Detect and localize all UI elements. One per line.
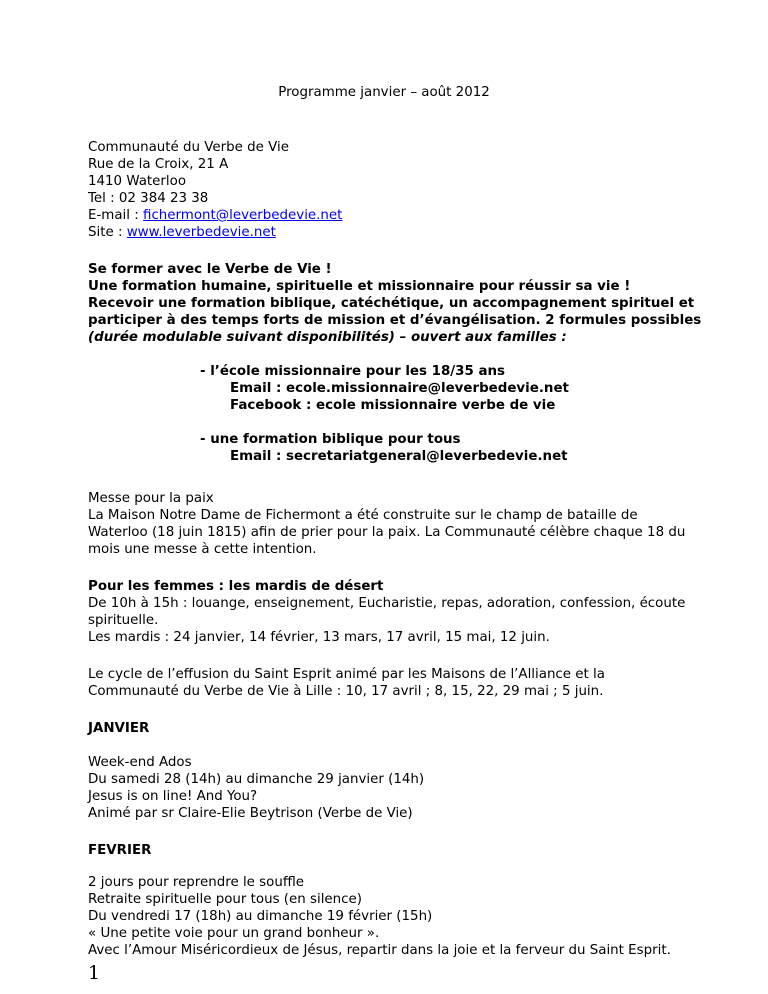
janvier-heading: JANVIER	[88, 721, 150, 736]
contact-email-line	[88, 207, 342, 224]
formation-option: - l’école missionnaire pour les 18/35 ans	[200, 364, 506, 379]
effusion-line: Communauté du Verbe de Vie à Lille : 10, 17 avril ; 8, 15, 22, 29 mai ; 5 juin.	[88, 684, 604, 699]
femmes-heading: Pour les femmes : les mardis de désert	[88, 579, 384, 594]
messe-line: Waterloo (18 juin 1815) afin de prier pour la paix. La Communauté célèbre chaque 18 du	[88, 525, 686, 540]
formation-line: Une formation humaine, spirituelle et missionnaire pour réussir sa vie !	[88, 279, 631, 294]
femmes-line: spirituelle.	[88, 613, 159, 628]
contact-street: Rue de la Croix, 21 A	[88, 157, 229, 172]
fevrier-line: « Une petite voie pour un grand bonheur ».	[88, 926, 380, 941]
site-label: Site :	[88, 225, 127, 240]
contact-site-line	[88, 224, 276, 241]
fevrier-line: Du vendredi 17 (18h) au dimanche 19 février (15h)	[88, 909, 433, 924]
formation-line: participer à des temps forts de mission et d’évangélisation. 2 formules possibles	[88, 313, 702, 328]
email-link[interactable]: fichermont@leverbedevie.net	[143, 208, 343, 223]
contact-city: 1410 Waterloo	[88, 174, 187, 189]
contact-tel: Tel : 02 384 23 38	[88, 191, 209, 206]
fevrier-line: Avec l’Amour Miséricordieux de Jésus, repartir dans la joie et la ferveur du Saint Esprit.	[88, 943, 671, 958]
fevrier-line: Retraite spirituelle pour tous (en silence)	[88, 892, 362, 907]
contact-name: Communauté du Verbe de Vie	[88, 140, 289, 155]
janvier-line: Du samedi 28 (14h) au dimanche 29 janvier (14h)	[88, 772, 425, 787]
effusion-line: Le cycle de l’effusion du Saint Esprit animé par les Maisons de l’Alliance et la	[88, 667, 605, 682]
formation-heading: Se former avec le Verbe de Vie !	[88, 262, 332, 277]
messe-line: mois une messe à cette intention.	[88, 542, 317, 557]
janvier-line: Jesus is on line! And You?	[88, 789, 258, 804]
fevrier-line: 2 jours pour reprendre le souffle	[88, 875, 305, 890]
fevrier-heading: FEVRIER	[88, 843, 152, 858]
formation-option: - une formation biblique pour tous	[200, 432, 461, 447]
femmes-line: Les mardis : 24 janvier, 14 février, 13 mars, 17 avril, 15 mai, 12 juin.	[88, 630, 550, 645]
email-label: E-mail :	[88, 208, 144, 223]
janvier-line: Animé par sr Claire-Elie Beytrison (Verbe de Vie)	[88, 806, 413, 821]
messe-heading: Messe pour la paix	[88, 491, 214, 506]
page-number: 1	[88, 962, 101, 984]
formation-line: (durée modulable suivant disponibilités) – ouvert aux familles :	[88, 330, 567, 345]
messe-line: La Maison Notre Dame de Fichermont a été construite sur le champ de bataille de	[88, 508, 638, 523]
site-link[interactable]: www.leverbedevie.net	[126, 225, 276, 240]
formation-line: Recevoir une formation biblique, catéchétique, un accompagnement spirituel et	[88, 296, 695, 311]
page-title: Programme janvier – août 2012	[278, 85, 490, 100]
femmes-line: De 10h à 15h : louange, enseignement, Eucharistie, repas, adoration, confession, écoute	[88, 596, 686, 611]
formation-option-email: Email : ecole.missionnaire@leverbedevie.net	[230, 381, 569, 396]
janvier-line: Week-end Ados	[88, 755, 192, 770]
formation-option-email: Email : secretariatgeneral@leverbedevie.net	[230, 449, 568, 464]
formation-option-facebook: Facebook : ecole missionnaire verbe de vie	[230, 398, 556, 413]
